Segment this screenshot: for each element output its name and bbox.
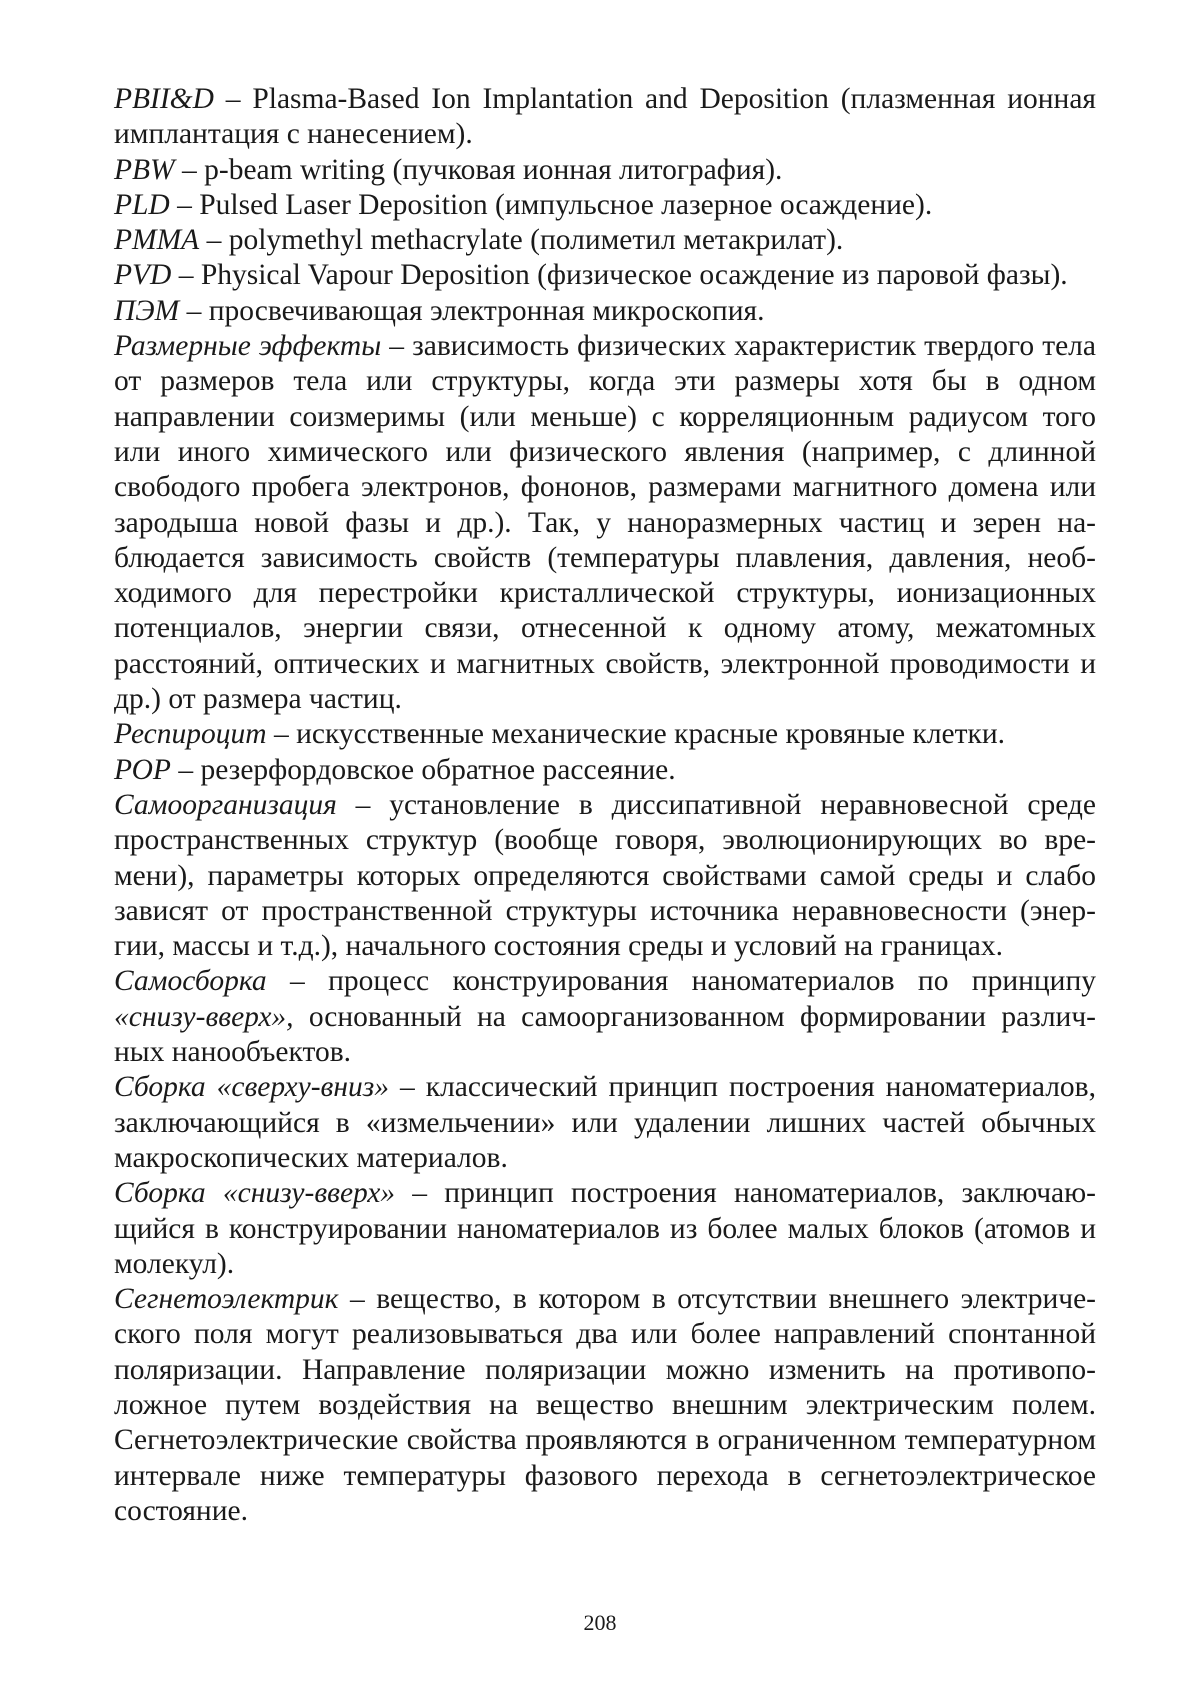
glossary-entry-ferroelectric <box>114 1282 1096 1529</box>
term-separator: – <box>174 153 205 186</box>
glossary-definition: резерфордовское обратное рассеяние. <box>200 753 676 786</box>
glossary-definition: установление в диссипативной неравновесной среде пространственных структур (вообще говоря, эволюционирующих во времени), параметры которых определяются свойствами самой среды и слабо зависят от пространственной структуры источника неравновесности (энергии, массы и т.д.), начального состояния среды и условий на границах. <box>114 788 1097 963</box>
glossary-term: PBW <box>114 153 175 186</box>
glossary-entry-pem <box>114 294 1096 329</box>
glossary-definition: принцип построения наноматериалов, заключающийся в конструировании наноматериалов из более малых блоков (атомов и молекул). <box>114 1177 1096 1280</box>
glossary-definition: зависимость физических характеристик твердого тела от размеров тела или структуры, когда эти размеры хотя бы в одном направлении соизмеримы (или меньше) с корреляционным радиусом того или иного химического или физического явления (например, с длинной свободого пробега электронов, фононов, размерами магнитного домена или зародыша новой фазы и др.). Так, у наноразмерных частиц и зерен наблюдается зависимость свойств (температуры плавления, давления, необходимого для перестройки кристаллической структуры, ионизационных потенциалов, энергии связи, отнесенной к одному атому, межатомных расстояний, оптических и магнитных свойств, электронной проводимости и др.) от размера частиц. <box>114 330 1096 716</box>
term-separator: – <box>213 83 253 115</box>
glossary-term: PMMA <box>114 224 200 257</box>
glossary-entry-pbiid <box>114 82 1096 153</box>
glossary-term: Респироцит <box>114 718 267 751</box>
term-separator: – <box>381 330 413 363</box>
term-separator: – <box>169 188 200 221</box>
glossary-term: PVD <box>114 259 172 292</box>
glossary-definition: основанный на самоорганизованном формировании различных нанообъектов. <box>114 1000 1096 1069</box>
glossary-entry-self-assembly <box>114 964 1096 1070</box>
term-separator: – <box>171 259 201 292</box>
glossary-page <box>114 82 1096 1529</box>
glossary-entry-self-organization <box>114 788 1096 964</box>
glossary-term: PLD <box>114 188 170 221</box>
glossary-entry-pbw <box>114 153 1096 188</box>
glossary-entry-pld <box>114 188 1096 223</box>
glossary-term: ПЭМ <box>114 294 180 327</box>
glossary-definition: искусственные механические красные кровяные клетки. <box>296 718 1006 751</box>
glossary-term: РОР <box>114 753 171 786</box>
glossary-definition: Physical Vapour Deposition (физическое осаждение из паровой фазы). <box>200 259 1068 292</box>
glossary-term: Сборка «сверху-вниз» <box>114 1071 389 1104</box>
glossary-term: Самоорганизация <box>114 788 337 821</box>
glossary-definition: polymethyl methacrylate (полиметил метакрилат). <box>228 224 844 257</box>
glossary-term: Самосборка <box>114 965 267 998</box>
glossary-entry-respirocyte <box>114 717 1096 752</box>
glossary-term: PBII&D <box>114 83 214 115</box>
glossary-definition: классический принцип построения наноматериалов, заключающийся в «измельчении» или удалении лишних частей обычных макроскопических материалов. <box>114 1071 1096 1174</box>
term-separator: – <box>266 718 297 751</box>
page-number: 208 <box>583 1610 617 1635</box>
term-separator: – <box>338 1283 377 1316</box>
glossary-term: Размерные эффекты <box>114 330 382 363</box>
glossary-entry-pmma <box>114 223 1096 258</box>
term-separator: – <box>199 224 229 257</box>
term-separator: – <box>389 1071 426 1104</box>
glossary-definition: p-beam writing (пучковая ионная литография). <box>204 153 783 186</box>
glossary-definition: Plasma-Based Ion Implantation and Deposition (плазменная ионная имплантация с нанесением). <box>114 83 1096 151</box>
term-separator: – <box>395 1177 445 1210</box>
term-separator: – <box>170 753 201 786</box>
term-separator: – <box>266 965 329 998</box>
glossary-entry-size-effects <box>114 329 1096 717</box>
glossary-entry-rbs <box>114 753 1096 788</box>
term-separator: – <box>336 788 390 821</box>
term-separator: – <box>179 294 209 327</box>
glossary-definition: Pulsed Laser Deposition (импульсное лазерное осаждение). <box>199 188 933 221</box>
glossary-definition: просвечивающая электронная микроскопия. <box>208 294 765 327</box>
glossary-term: Сегнетоэлектрик <box>114 1283 339 1316</box>
glossary-definition-start: процесс конструирования наноматериалов по принципу <box>328 965 1097 998</box>
glossary-entry-pvd <box>114 258 1096 293</box>
glossary-definition: вещество, в котором в отсутствии внешнего электрического поля могут реализовываться два или более направлений спонтанной поляризации. Направление поляризации можно изменить на противоположное путем воздействия на вещество внешним электрическим полем. Сегнетоэлектрические свойства проявляются в ограниченном температурном интервале ниже температуры фазового перехода в сегнетоэлектрическое состояние. <box>114 1283 1096 1527</box>
glossary-entry-bottom-up <box>114 1176 1096 1282</box>
glossary-term: Сборка «снизу-вверх» <box>114 1177 396 1210</box>
glossary-definition-italic: «снизу-вверх», <box>114 1000 294 1033</box>
glossary-entry-top-down <box>114 1070 1096 1176</box>
